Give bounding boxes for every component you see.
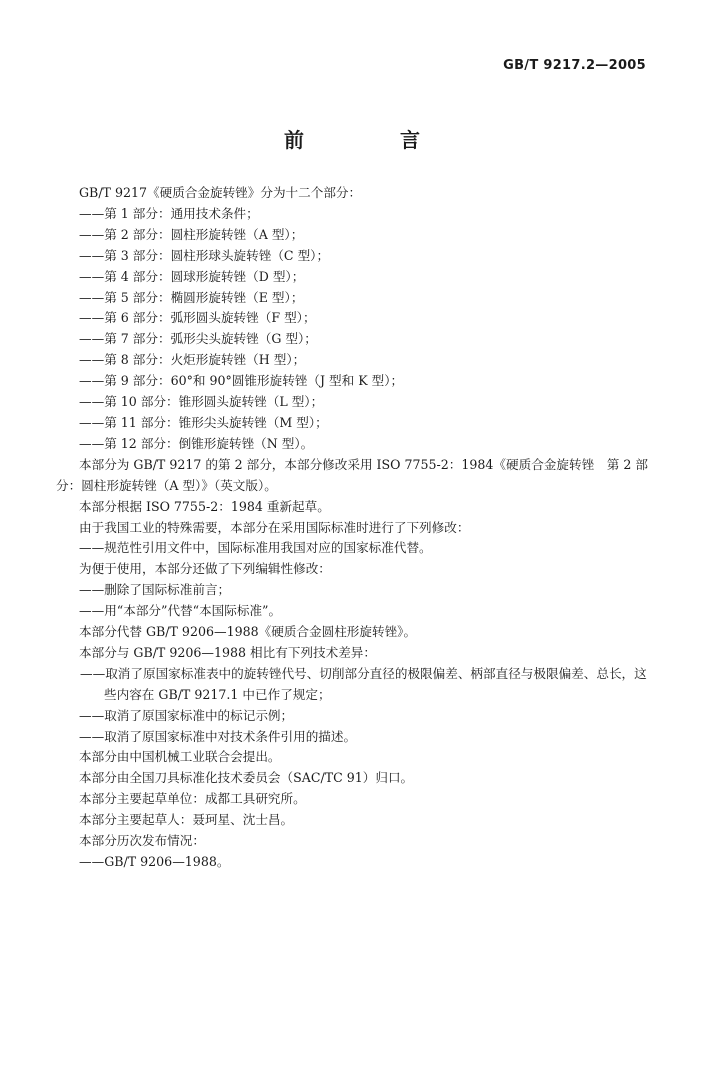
replaces-paragraph: 本部分代替 GB/T 9206—1988《硬质合金圆柱形旋转锉》。	[79, 624, 417, 640]
part-list-item: ——第 8 部分：火炬形旋转锉（H 型）；	[79, 352, 306, 368]
part-list-item: ——第 3 部分：圆柱形球头旋转锉（C 型）；	[79, 247, 330, 263]
part-list-item: ——第 5 部分：椭圆形旋转锉（E 型）；	[79, 289, 304, 305]
history-paragraph: 本部分历次发布情况：	[79, 833, 205, 849]
standard-number: GB/T 9217.2—2005	[503, 58, 646, 73]
intro-paragraph: GB/T 9217《硬质合金旋转锉》分为十二个部分：	[79, 185, 362, 200]
technical-difference-item: ——取消了原国家标准中对技术条件引用的描述。	[79, 728, 357, 744]
foreword-body	[56, 183, 656, 873]
part-list-item: ——第 7 部分：弧形尖头旋转锉（G 型）；	[79, 331, 317, 347]
editorial-change-item: ——删除了国际标准前言；	[79, 582, 231, 598]
part-list-item: ——第 10 部分：锥形圆头旋转锉（L 型）；	[79, 394, 324, 410]
part-list-item: ——第 9 部分：60°和 90°圆锥形旋转锉（J 型和 K 型）；	[79, 373, 404, 389]
part-list-item: ——第 11 部分：锥形尖头旋转锉（M 型）；	[79, 414, 328, 430]
part-list-item: ——第 12 部分：倒锥形旋转锉（N 型）。	[79, 435, 314, 451]
special-needs-paragraph: 由于我国工业的特殊需要，本部分在采用国际标准时进行了下列修改：	[79, 519, 470, 535]
redraft-paragraph: 本部分根据 ISO 7755-2：1984 重新起草。	[79, 498, 330, 514]
technical-differences-paragraph: 本部分与 GB/T 9206—1988 相比有下列技术差异：	[79, 644, 376, 660]
part-list-item: ——第 1 部分：通用技术条件；	[79, 205, 259, 221]
proposed-by-paragraph: 本部分由中国机械工业联合会提出。	[79, 749, 281, 765]
adoption-paragraph: 本部分为 GB/T 9217 的第 2 部分，本部分修改采用 ISO 7755-2：1984《硬质合金旋转锉 第 2 部分：圆柱形旋转锉（A 型）》（英文版）。	[56, 456, 648, 493]
technical-difference-item: ——取消了原国家标准中的标记示例；	[79, 707, 294, 723]
drafting-unit-paragraph: 本部分主要起草单位：成都工具研究所。	[79, 791, 306, 807]
part-list-item: ——第 6 部分：弧形圆头旋转锉（F 型）；	[79, 310, 316, 326]
technical-difference-item: ——取消了原国家标准表中的旋转锉代号、切削部分直径的极限偏差、柄部直径与极限偏差、总长，这些内容在 GB/T 9217.1 中已作了规定；	[80, 665, 647, 702]
editorial-changes-paragraph: 为便于使用，本部分还做了下列编辑性修改：	[79, 561, 331, 577]
history-list-item: ——GB/T 9206—1988。	[79, 854, 230, 869]
normative-change-item: ——规范性引用文件中，国际标准用我国对应的国家标准代替。	[79, 540, 432, 556]
drafters-paragraph: 本部分主要起草人：聂珂星、沈士昌。	[79, 812, 294, 828]
centralized-by-paragraph: 本部分由全国刀具标准化技术委员会（SAC/TC 91）归口。	[79, 770, 414, 786]
editorial-change-item: ——用“本部分”代替“本国际标准”。	[79, 603, 282, 619]
part-list-item: ——第 4 部分：圆球形旋转锉（D 型）；	[79, 268, 305, 284]
page-title: 前 言	[284, 128, 458, 152]
part-list-item: ——第 2 部分：圆柱形旋转锉（A 型）；	[79, 226, 304, 242]
